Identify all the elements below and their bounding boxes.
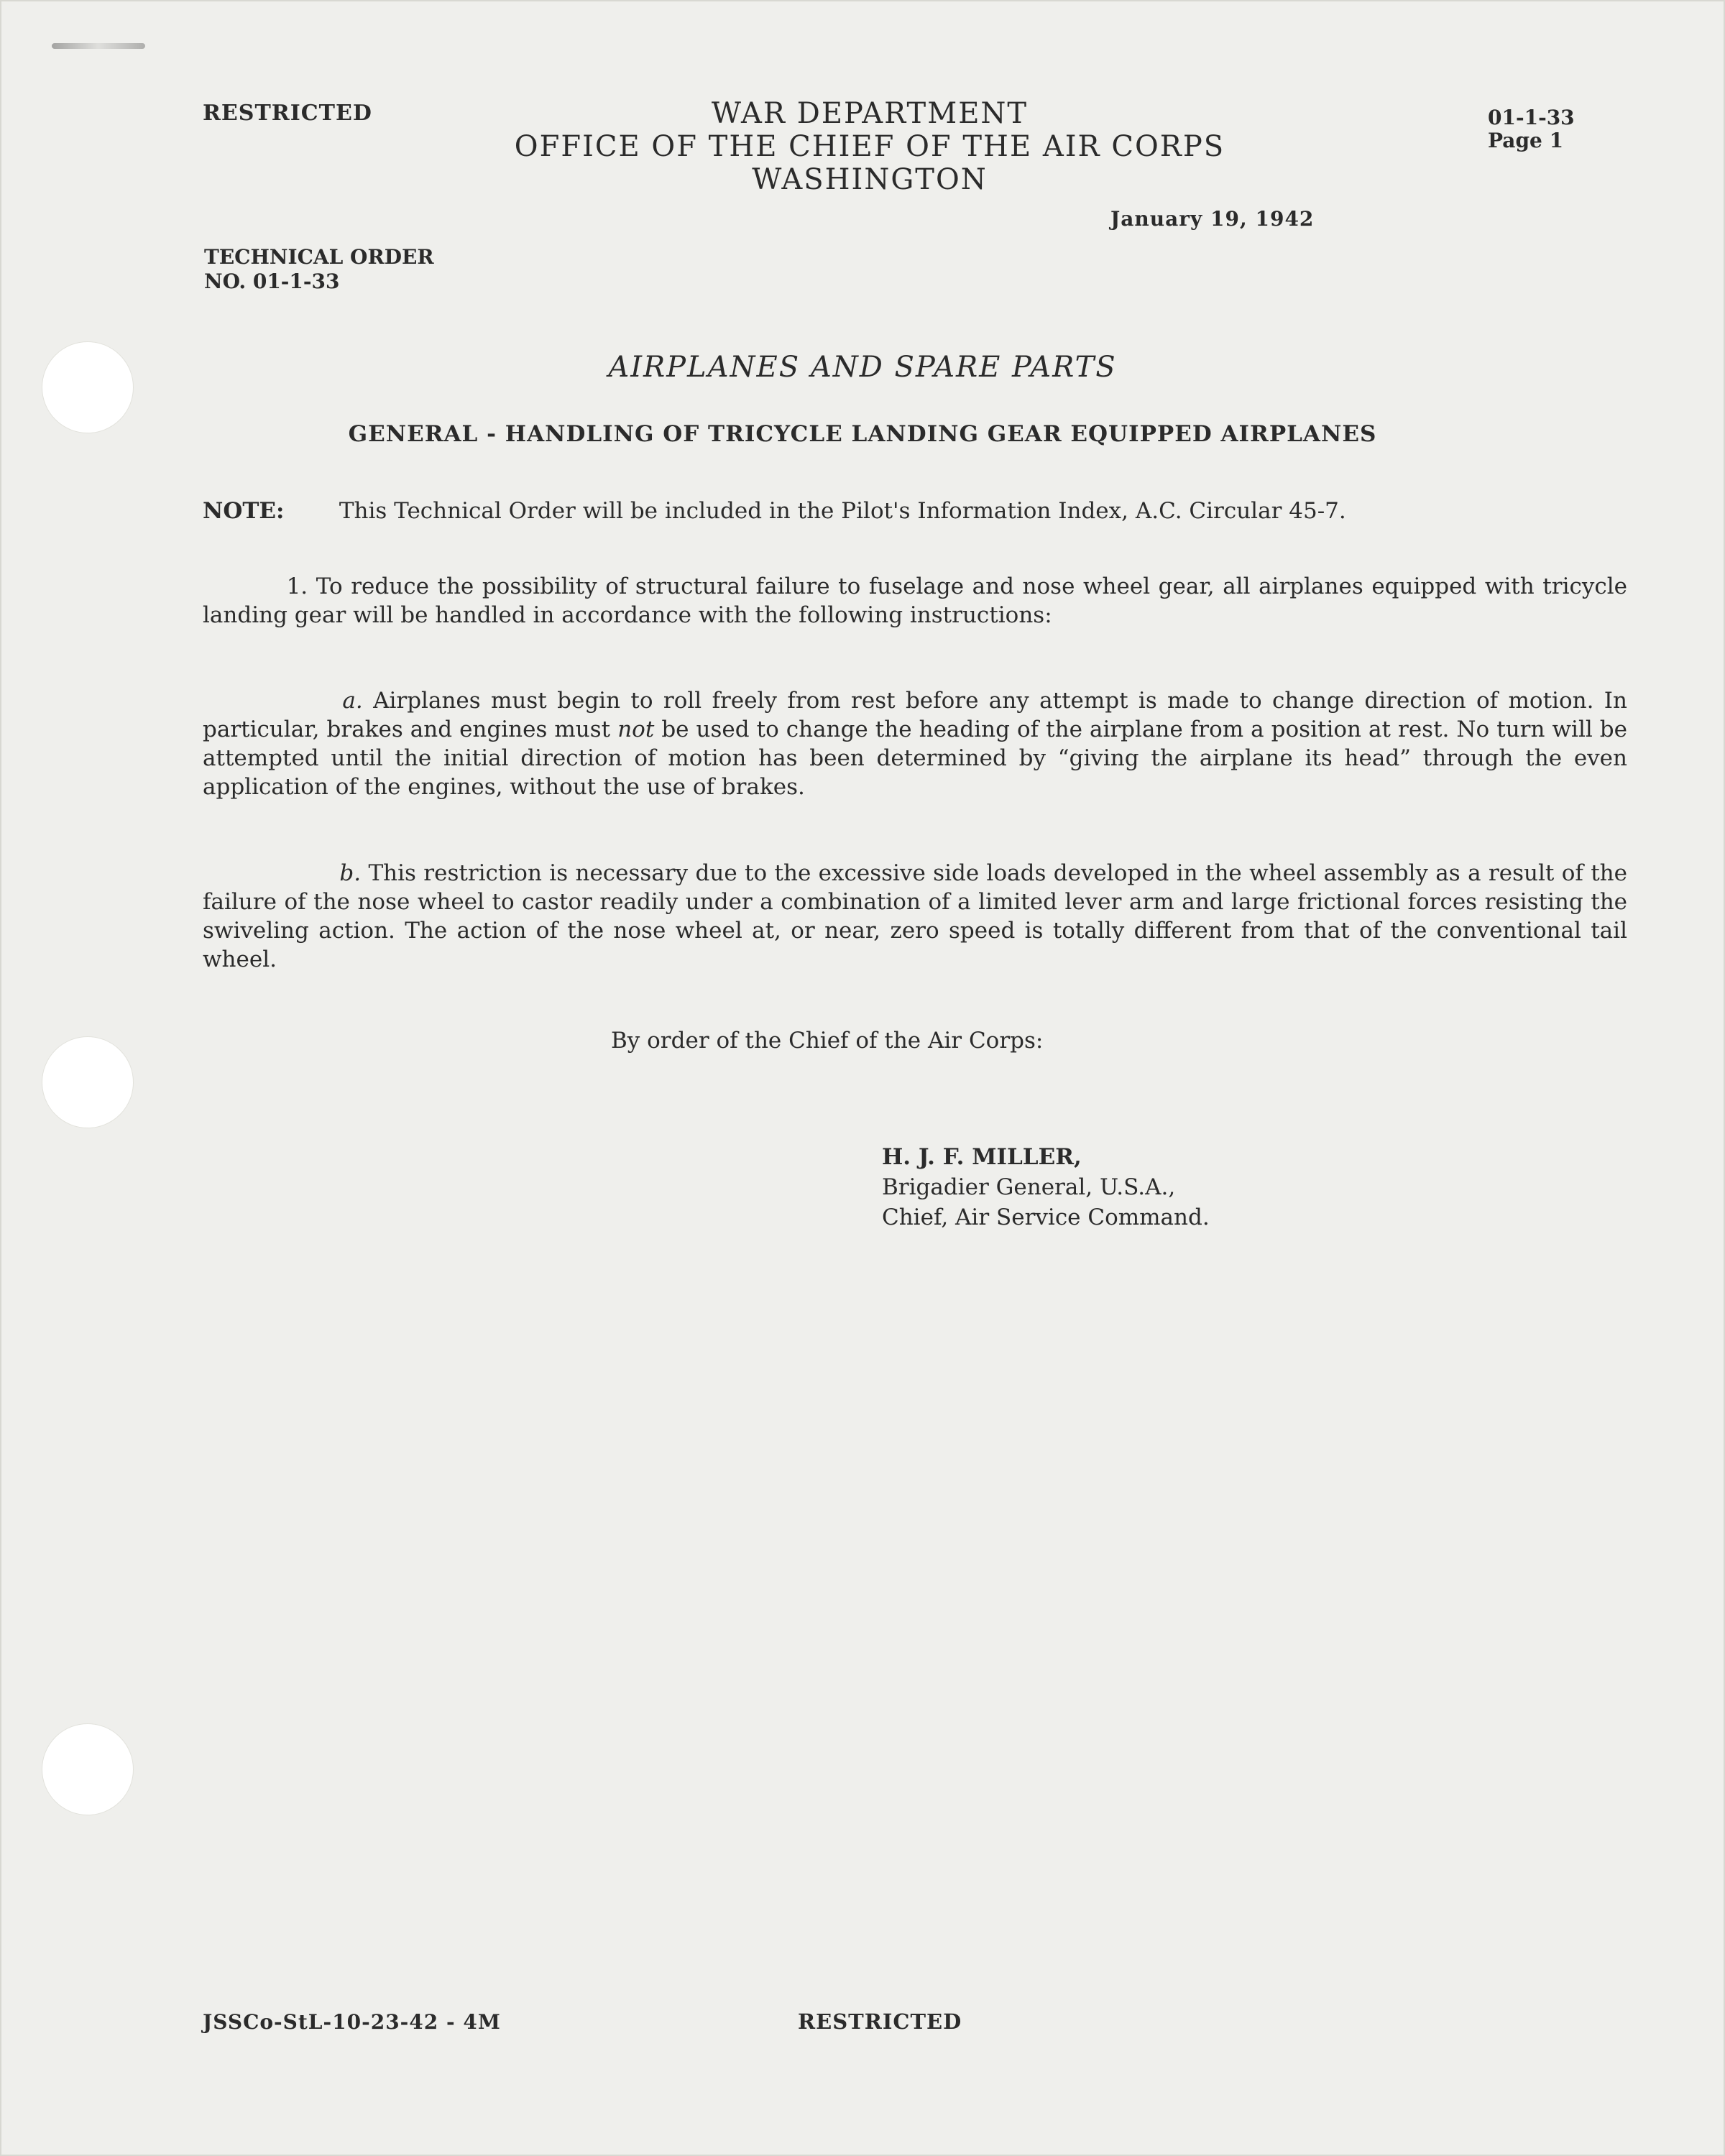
punch-hole-bottom [42,1723,134,1815]
note-block [203,496,1633,526]
department-heading [446,97,1294,196]
punch-hole-top [42,341,134,433]
signatory-title-2: Chief, Air Service Command. [882,1204,1210,1230]
note-text: This Technical Order will be included in the Pilot's Information Index, A.C. Circular 45-7. [339,498,1346,524]
paragraph-a-label: a. [342,688,363,714]
header-restricted-left: RESTRICTED [203,101,372,126]
technical-order-label [204,245,434,294]
section-subtitle: GENERAL - HANDLING OF TRICYCLE LANDING GEAR EQUIPPED AIRPLANES [348,421,1377,447]
paragraph-a [203,686,1627,801]
paragraph-b [203,859,1627,974]
punch-hole-middle [42,1036,134,1128]
paragraph-a-text-part-1: Airplanes must begin to roll freely from rest before any attempt is made to change direction of motion. In particular, brakes and engines must [203,688,1627,742]
signatory-title-1: Brigadier General, U.S.A., [882,1174,1176,1200]
footer-print-code: JSSCo-StL-10-23-42 - 4M [203,2010,501,2034]
main-title: AIRPLANES AND SPARE PARTS [608,351,1117,384]
paragraph-a-text-part-2: be used to change the heading of the airplane from a position at rest. No turn will be attempted until the initial direction of motion has been determined by “giving the airplane its head” through the even application of the engines, without the use of brakes. [203,717,1628,800]
paragraph-1-text: To reduce the possibility of structural failure to fuselage and nose wheel gear, all airplanes equipped with tricycle landing gear will be handled in accordance with the following instructions: [203,573,1627,628]
top-left-ink-speck [52,43,145,49]
signature-block [882,1142,1210,1233]
paragraph-a-emphasis: not [617,717,655,742]
header-document-number [1488,106,1575,152]
note-label: NOTE: [203,498,285,524]
issue-date: January 19, 1942 [1110,207,1315,231]
closing-line: By order of the Chief of the Air Corps: [611,1028,1044,1054]
technical-order-line-2: NO. 01-1-33 [204,270,340,293]
department-line-1: WAR DEPARTMENT [711,97,1029,130]
document-number: 01-1-33 [1488,106,1575,129]
page-number: Page 1 [1488,129,1564,152]
paragraph-b-label: b. [339,860,362,886]
footer-restricted: RESTRICTED [798,2009,962,2034]
paragraph-1-number: 1. [286,573,308,599]
technical-order-line-1: TECHNICAL ORDER [204,245,434,269]
department-line-2: OFFICE OF THE CHIEF OF THE AIR CORPS [514,130,1225,163]
paragraph-1 [203,572,1627,630]
signatory-name: H. J. F. MILLER, [882,1144,1082,1170]
paragraph-b-text: This restriction is necessary due to the excessive side loads developed in the wheel assembly as a result of the failure of the nose wheel to castor readily under a combination of a limited lever arm and large frictional forces resisting the swiveling action. The action of the nose wheel at, or near, zero speed is totally different from that of the conventional tail wheel. [203,860,1627,972]
department-line-3: WASHINGTON [752,163,988,196]
